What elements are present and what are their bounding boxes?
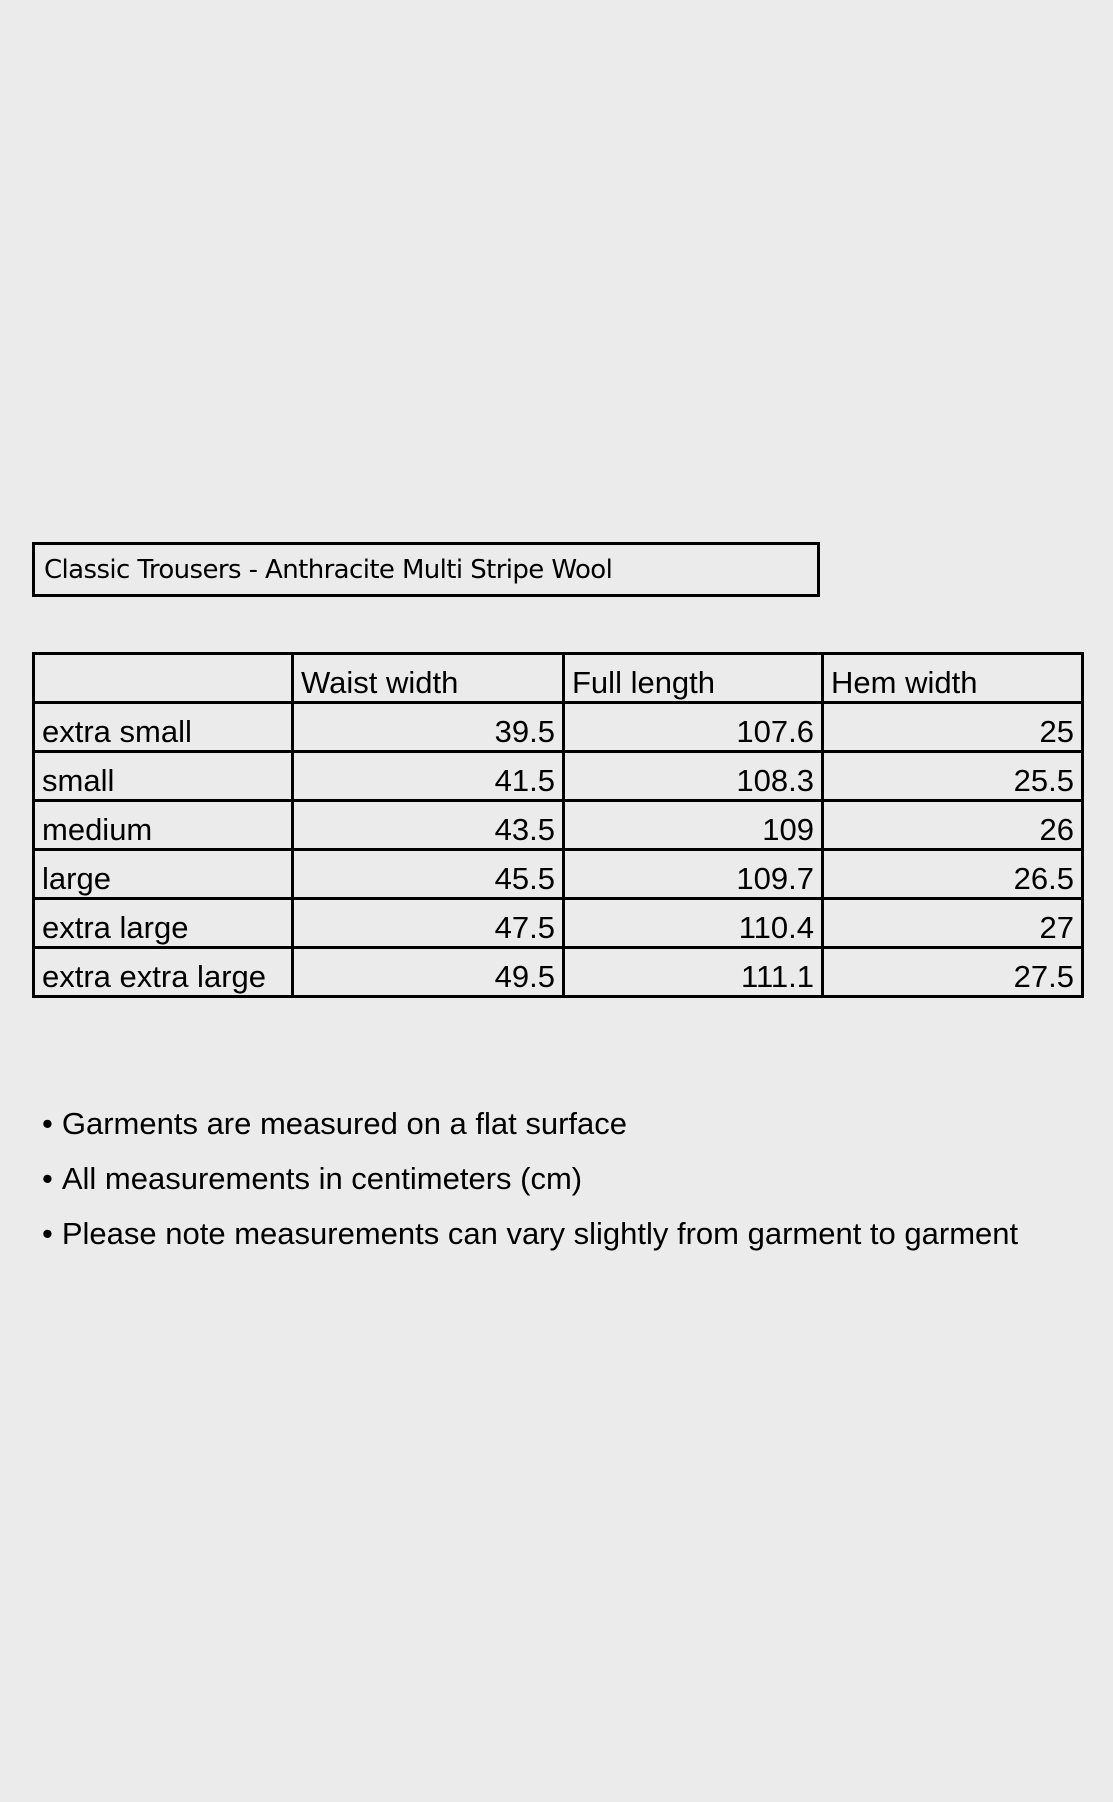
size-label: extra small <box>34 703 293 752</box>
table-row <box>34 703 1083 752</box>
size-label: extra extra large <box>34 948 293 997</box>
size-label: small <box>34 752 293 801</box>
hem-value: 27.5 <box>823 948 1083 997</box>
waist-value: 45.5 <box>293 850 564 899</box>
waist-value: 41.5 <box>293 752 564 801</box>
length-value: 107.6 <box>564 703 823 752</box>
size-chart-table <box>32 652 1084 998</box>
waist-value: 47.5 <box>293 899 564 948</box>
size-label: medium <box>34 801 293 850</box>
length-value: 110.4 <box>564 899 823 948</box>
column-header-full-length: Full length <box>564 654 823 703</box>
hem-value: 26.5 <box>823 850 1083 899</box>
hem-value: 25.5 <box>823 752 1083 801</box>
size-label: large <box>34 850 293 899</box>
table-row <box>34 850 1083 899</box>
column-header-size <box>34 654 293 703</box>
table-row <box>34 801 1083 850</box>
measurement-notes <box>42 1106 1018 1271</box>
table-row <box>34 948 1083 997</box>
column-header-hem-width: Hem width <box>823 654 1083 703</box>
waist-value: 39.5 <box>293 703 564 752</box>
note-item: • Garments are measured on a flat surface <box>42 1106 1018 1161</box>
product-title: Classic Trousers - Anthracite Multi Stripe Wool <box>32 542 820 597</box>
hem-value: 26 <box>823 801 1083 850</box>
length-value: 109 <box>564 801 823 850</box>
length-value: 111.1 <box>564 948 823 997</box>
waist-value: 43.5 <box>293 801 564 850</box>
note-item: • All measurements in centimeters (cm) <box>42 1161 1018 1216</box>
table-header-row <box>34 654 1083 703</box>
waist-value: 49.5 <box>293 948 564 997</box>
hem-value: 25 <box>823 703 1083 752</box>
table-row <box>34 899 1083 948</box>
column-header-waist-width: Waist width <box>293 654 564 703</box>
table-row <box>34 752 1083 801</box>
length-value: 108.3 <box>564 752 823 801</box>
note-item: • Please note measurements can vary slightly from garment to garment <box>42 1216 1018 1271</box>
size-label: extra large <box>34 899 293 948</box>
length-value: 109.7 <box>564 850 823 899</box>
hem-value: 27 <box>823 899 1083 948</box>
